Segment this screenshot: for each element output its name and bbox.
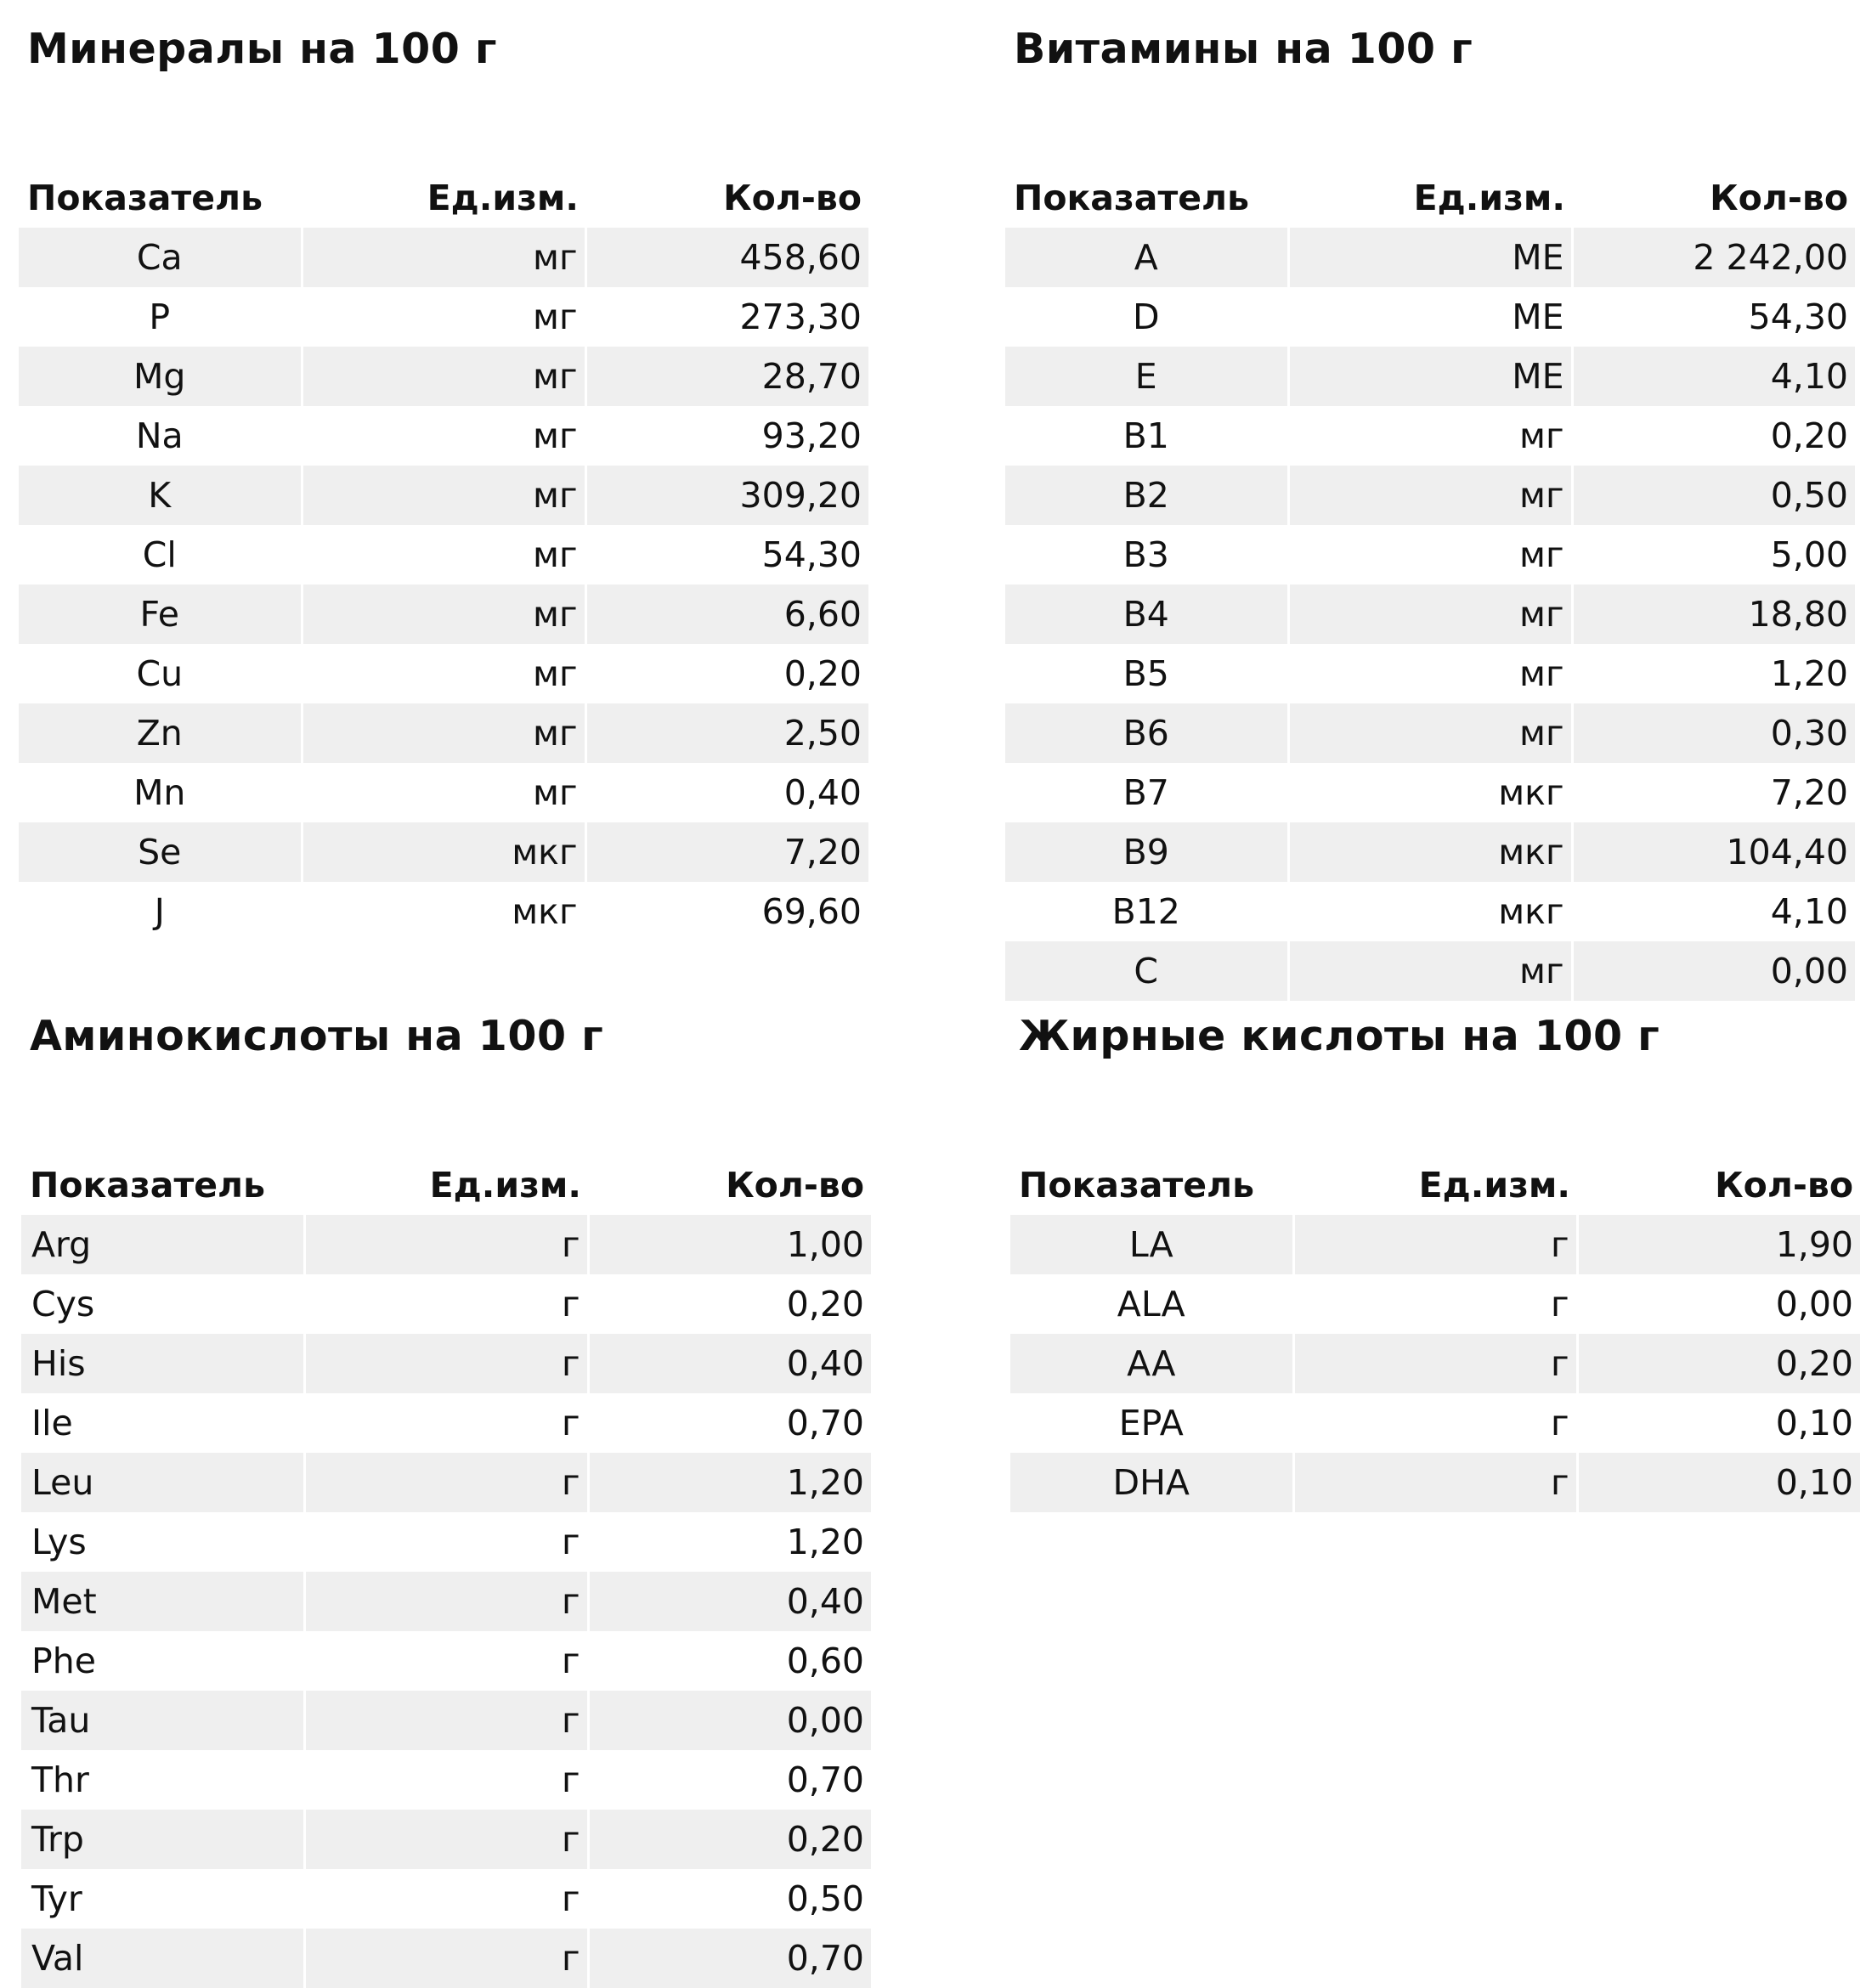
table-row (21, 1691, 871, 1750)
table-row (19, 763, 868, 822)
cell-unit: мг (1288, 466, 1572, 525)
cell-quantity: 0,40 (588, 1572, 871, 1631)
cell-unit: мг (302, 703, 585, 763)
table-row (21, 1869, 871, 1929)
cell-name: Se (19, 822, 302, 882)
cell-quantity: 2,50 (585, 703, 868, 763)
table-header-row (1010, 1155, 1860, 1215)
cell-quantity: 1,20 (588, 1453, 871, 1512)
cell-quantity: 309,20 (585, 466, 868, 525)
cell-quantity: 28,70 (585, 347, 868, 406)
table-row (21, 1929, 871, 1988)
cell-unit: г (304, 1750, 588, 1810)
column-header-quantity: Кол-во (1710, 178, 1848, 218)
cell-name: B2 (1005, 466, 1288, 525)
table-row (1005, 882, 1855, 941)
cell-unit: мг (1288, 941, 1572, 1001)
table-row (21, 1453, 871, 1512)
cell-name: Thr (31, 1759, 89, 1800)
cell-name: ALA (1117, 1284, 1185, 1324)
table-row (1005, 941, 1855, 1001)
cell-quantity: 0,70 (588, 1929, 871, 1988)
cell-unit: г (1293, 1334, 1577, 1393)
vitamins-title: Витамины на 100 г (1014, 25, 1473, 73)
cell-quantity: 4,10 (1572, 882, 1855, 941)
cell-name: Tau (21, 1691, 304, 1750)
cell-name: Arg (21, 1215, 304, 1274)
column-header-name: Показатель (27, 178, 263, 218)
cell-name: B9 (1005, 822, 1288, 882)
cell-name: Ile (31, 1403, 73, 1443)
table-row (19, 228, 868, 287)
column-header-quantity: Кол-во (726, 1165, 864, 1206)
cell-unit: г (1293, 1393, 1577, 1453)
fatty-acids-title: Жирные кислоты на 100 г (1019, 1012, 1660, 1060)
cell-name: Phe (31, 1641, 96, 1681)
cell-name: K (19, 466, 302, 525)
cell-quantity: 0,60 (588, 1631, 871, 1691)
table-row (1010, 1393, 1860, 1453)
cell-quantity: 0,50 (1572, 466, 1855, 525)
cell-quantity: 4,10 (1572, 347, 1855, 406)
cell-unit: г (304, 1274, 588, 1334)
cell-unit: г (304, 1215, 588, 1274)
table-row (1005, 703, 1855, 763)
cell-name: Na (135, 415, 184, 456)
cell-unit: МЕ (1288, 287, 1572, 347)
table-header-row (1005, 168, 1855, 228)
cell-quantity: 0,00 (588, 1691, 871, 1750)
cell-unit: мг (302, 585, 585, 644)
cell-name: Leu (21, 1453, 304, 1512)
table-row (21, 1810, 871, 1869)
minerals-table (19, 168, 868, 941)
cell-unit: мкг (1288, 763, 1572, 822)
cell-name: B12 (1111, 891, 1180, 932)
cell-unit: мг (1288, 703, 1572, 763)
cell-name: EPA (1118, 1403, 1184, 1443)
cell-name: Cu (136, 653, 184, 694)
table-row (21, 1334, 871, 1393)
cell-unit: г (304, 1631, 588, 1691)
cell-name: J (154, 891, 165, 932)
cell-unit: г (304, 1512, 588, 1572)
cell-name: Mn (133, 772, 186, 813)
table-row (1010, 1215, 1860, 1274)
cell-unit: мг (1288, 644, 1572, 703)
cell-name: AA (1010, 1334, 1293, 1393)
cell-quantity: 93,20 (585, 406, 868, 466)
cell-name: C (1005, 941, 1288, 1001)
cell-quantity: 0,20 (1577, 1334, 1860, 1393)
cell-unit: г (304, 1334, 588, 1393)
table-row (1010, 1334, 1860, 1393)
cell-unit: мг (302, 287, 585, 347)
table-row (19, 525, 868, 585)
cell-quantity: 0,40 (585, 763, 868, 822)
cell-quantity: 458,60 (585, 228, 868, 287)
column-header-quantity: Кол-во (723, 178, 862, 218)
cell-unit: МЕ (1288, 228, 1572, 287)
cell-quantity: 0,10 (1577, 1393, 1860, 1453)
cell-unit: г (304, 1869, 588, 1929)
cell-name: Val (21, 1929, 304, 1988)
table-header-row (21, 1155, 871, 1215)
cell-unit: мг (1288, 406, 1572, 466)
cell-quantity: 7,20 (585, 822, 868, 882)
cell-name: Tyr (31, 1878, 82, 1919)
cell-unit: мг (302, 466, 585, 525)
cell-unit: мг (302, 763, 585, 822)
cell-name: B7 (1122, 772, 1169, 813)
cell-name: E (1005, 347, 1288, 406)
cell-quantity: 0,10 (1577, 1453, 1860, 1512)
cell-quantity: 54,30 (585, 525, 868, 585)
cell-quantity: 1,90 (1577, 1215, 1860, 1274)
cell-name: B3 (1122, 534, 1169, 575)
table-row (19, 703, 868, 763)
cell-name: B6 (1005, 703, 1288, 763)
fatty-acids-table (1010, 1155, 1860, 1512)
cell-quantity: 0,20 (585, 644, 868, 703)
amino-acids-title: Аминокислоты на 100 г (30, 1012, 604, 1060)
table-row (19, 406, 868, 466)
column-header-unit: Ед.изм. (429, 1165, 581, 1206)
cell-quantity: 0,30 (1572, 703, 1855, 763)
cell-unit: г (304, 1453, 588, 1512)
cell-unit: мг (1288, 585, 1572, 644)
table-row (21, 1572, 871, 1631)
cell-unit: мг (1288, 525, 1572, 585)
column-header-name: Показатель (1019, 1165, 1254, 1206)
table-row (1005, 347, 1855, 406)
cell-name: Met (21, 1572, 304, 1631)
cell-name: B1 (1122, 415, 1169, 456)
cell-name: Ca (19, 228, 302, 287)
cell-name: Fe (19, 585, 302, 644)
column-header-unit: Ед.изм. (1413, 178, 1565, 218)
table-row (1005, 763, 1855, 822)
cell-quantity: 0,20 (1572, 406, 1855, 466)
cell-unit: г (304, 1810, 588, 1869)
cell-unit: мг (302, 406, 585, 466)
cell-name: B4 (1005, 585, 1288, 644)
table-row (1005, 822, 1855, 882)
column-header-name: Показатель (1014, 178, 1249, 218)
cell-unit: мкг (302, 882, 585, 941)
table-row (19, 585, 868, 644)
cell-unit: г (1293, 1453, 1577, 1512)
cell-name: Cys (31, 1284, 95, 1324)
cell-quantity: 1,20 (588, 1512, 871, 1572)
column-header-unit: Ед.изм. (427, 178, 579, 218)
table-row (21, 1274, 871, 1334)
cell-quantity: 0,50 (588, 1869, 871, 1929)
cell-quantity: 0,40 (588, 1334, 871, 1393)
table-row (21, 1631, 871, 1691)
cell-unit: г (304, 1929, 588, 1988)
minerals-title: Минералы на 100 г (27, 25, 498, 73)
vitamins-table (1005, 168, 1855, 1001)
table-row (19, 347, 868, 406)
cell-name: B5 (1122, 653, 1169, 694)
cell-quantity: 6,60 (585, 585, 868, 644)
cell-unit: г (1293, 1274, 1577, 1334)
table-row (19, 882, 868, 941)
cell-name: P (149, 297, 171, 337)
cell-unit: мг (302, 347, 585, 406)
cell-name: DHA (1010, 1453, 1293, 1512)
cell-quantity: 7,20 (1572, 763, 1855, 822)
cell-quantity: 0,20 (588, 1274, 871, 1334)
column-header-quantity: Кол-во (1715, 1165, 1853, 1206)
cell-name: D (1132, 297, 1160, 337)
cell-name: LA (1010, 1215, 1293, 1274)
cell-quantity: 18,80 (1572, 585, 1855, 644)
cell-name: Cl (142, 534, 177, 575)
table-row (1005, 228, 1855, 287)
cell-quantity: 0,70 (588, 1393, 871, 1453)
cell-quantity: 0,00 (1577, 1274, 1860, 1334)
amino-acids-table (21, 1155, 871, 1988)
cell-name: Zn (19, 703, 302, 763)
cell-quantity: 69,60 (585, 882, 868, 941)
cell-unit: мг (302, 228, 585, 287)
table-row (1005, 287, 1855, 347)
table-row (1005, 466, 1855, 525)
cell-name: Lys (31, 1522, 87, 1562)
cell-quantity: 2 242,00 (1572, 228, 1855, 287)
cell-unit: г (304, 1393, 588, 1453)
cell-quantity: 5,00 (1572, 525, 1855, 585)
cell-name: Trp (21, 1810, 304, 1869)
cell-unit: мкг (1288, 822, 1572, 882)
table-header-row (19, 168, 868, 228)
table-row (21, 1215, 871, 1274)
table-row (21, 1750, 871, 1810)
table-row (1005, 406, 1855, 466)
column-header-unit: Ед.изм. (1418, 1165, 1570, 1206)
cell-unit: мг (302, 525, 585, 585)
cell-unit: мкг (302, 822, 585, 882)
cell-quantity: 273,30 (585, 287, 868, 347)
cell-unit: г (304, 1572, 588, 1631)
cell-name: Mg (19, 347, 302, 406)
cell-name: A (1005, 228, 1288, 287)
cell-quantity: 1,20 (1572, 644, 1855, 703)
column-header-name: Показатель (30, 1165, 265, 1206)
cell-quantity: 54,30 (1572, 287, 1855, 347)
table-row (1005, 644, 1855, 703)
table-row (21, 1512, 871, 1572)
cell-unit: мг (302, 644, 585, 703)
table-row (1010, 1274, 1860, 1334)
table-row (1010, 1453, 1860, 1512)
table-row (1005, 585, 1855, 644)
table-row (19, 822, 868, 882)
table-row (1005, 525, 1855, 585)
cell-quantity: 0,70 (588, 1750, 871, 1810)
table-row (21, 1393, 871, 1453)
cell-quantity: 1,00 (588, 1215, 871, 1274)
cell-quantity: 0,20 (588, 1810, 871, 1869)
cell-name: His (21, 1334, 304, 1393)
cell-quantity: 104,40 (1572, 822, 1855, 882)
table-row (19, 466, 868, 525)
cell-unit: г (1293, 1215, 1577, 1274)
table-row (19, 644, 868, 703)
cell-quantity: 0,00 (1572, 941, 1855, 1001)
cell-unit: г (304, 1691, 588, 1750)
cell-unit: МЕ (1288, 347, 1572, 406)
table-row (19, 287, 868, 347)
cell-unit: мкг (1288, 882, 1572, 941)
